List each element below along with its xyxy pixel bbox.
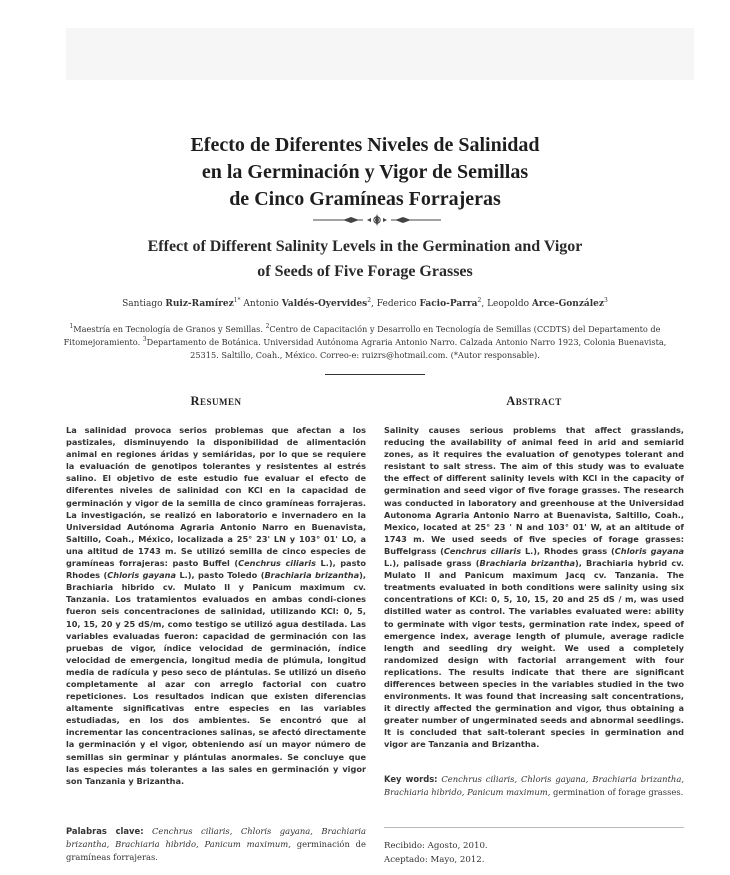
affil-text: Maestría en Tecnología de Granos y Semillas. xyxy=(73,324,266,334)
spanish-title-line: de Cinco Gramíneas Forrajeras xyxy=(229,188,501,210)
abstract-text: Salinity causes serious problems that affect grasslands, reducing the availability of animal feed in arid and semiarid zones, as it requires the evaluation of genotypes tolerant and resistant to salt stress. The aim of this study was to evaluate the effect of different salinity levels with KCl in the capacity of germination and seed vigor of five forage grasses. The research was conducted in laboratory and greenhouse at the Universidad Autonoma Agraria Antonio Narro at Buenavista, Saltillo, Coah., Mexico, located at 25° 23 ' N and 103° 01' W, at an altitude of 1743 m. We used seeds of five species of forage grasses: Buffelgrass ( xyxy=(384,425,684,556)
author-first: Leopoldo xyxy=(487,299,530,309)
abstract-text: L.), Rhodes grass ( xyxy=(521,545,615,556)
species-name: Cenchrus ciliaris xyxy=(443,545,522,556)
abstract-text: ), Brachiaria hybrid cv. Mulato II and Panicum maximum Jacq cv. Tanzania. The treatments evaluated in both conditions were salinity using six concentrations of KCl: 0, 5, 10, 15, 20 and 25 dS / m, was used distilled water as control. The variables evaluated were: ability to germinate with vigor tests, germination rate index, speed of emergence index, average length of plumule, average radicle length and seedling dry weight. We used a completely randomized design with factorial arrangement with four replications. The results indicate that there are significant differences between species in the variables studied in the two environments. It was found that increasing salt concentrations, it directly affected the germination and vigor, thus obtaining a greater number of ungerminated seeds and abnormal seedlings. It is concluded that salt-tolerant species in germination and vigor are Tanzania and Brizantha. xyxy=(384,558,684,750)
resumen-text: ), Brachiaria hibrido cv. Mulato II y Panicum maximum cv. Tanzania. Los tratamientos evaluados en ambas condi-ciones fueron seis concentraciones de salinidad, utilizando KCl: 0, 5, 10, 15, 20 y 25 dS/m, como testigo se utilizó agua destilada. Las variables evaluadas fueron: capacidad de germinación con las pruebas de vigor, índice velocidad de germinación, índice velocidad de emergencia, longitud media de plúmula, longitud media de radícula y peso seco de plántulas. Se utilizó un diseño completamente al azar con arreglo factorial con cuatro repeticiones. Los resultados indican que existen diferencias altamente significativas entre especies en las variables estudiadas, en los dos ambientes. Se encontró que al incrementar las concentraciones salinas, se afectó directamente la germinación y el vigor, obteniendo así un mayor número de semillas sin germinar y plántulas anormales. Se concluye que las especies más tolerantes a las sales en germinación y vigor son Tanzania y Brizantha. xyxy=(66,570,367,786)
keywords-italic: Cenchrus ciliaris, Chloris gayana, Brachiaria brizantha, Brachiaria hibrido, Panicum maximum, xyxy=(66,826,366,849)
keywords-label: Key words: xyxy=(384,774,438,784)
dates-separator xyxy=(384,827,684,828)
species-name: Cenchrus ciliaris xyxy=(238,558,316,569)
affil-text: Departamento de Botánica. Universidad Autónoma Agraria Antonio Narro. Calzada Antonio Narro 1923, Colonia Buenavista, 25315. Saltillo, Coah., México. Correo-e: ruizrs@hotmail.com. (*Autor responsable). xyxy=(146,337,667,361)
accepted-date: Aceptado: Mayo, 2012. xyxy=(384,855,485,865)
title-ornament-icon xyxy=(313,213,441,227)
affil-sup: 2 xyxy=(265,323,270,330)
affil-sup: 3 xyxy=(142,336,147,344)
author-first: Santiago xyxy=(122,299,163,309)
header-band xyxy=(66,28,694,80)
palabras-clave xyxy=(66,825,366,863)
keywords-rest: germination of forage grasses. xyxy=(550,786,684,797)
english-title-line: of Seeds of Five Forage Grasses xyxy=(257,263,473,280)
english-title-line: Effect of Different Salinity Levels in the Germination and Vigor xyxy=(147,238,583,255)
abstract-body xyxy=(384,424,684,751)
author-sup: 1* xyxy=(233,297,241,304)
resumen-heading: Resumen xyxy=(190,394,242,408)
affil-sup: 1 xyxy=(69,323,74,330)
spanish-title-line: en la Germinación y Vigor de Semillas xyxy=(201,161,529,183)
resumen-text: La salinidad provoca serios problemas que afectan a los pastizales, disminuyendo la disponibilidad de alimentación animal en regiones áridas y semiáridas, por lo que se requiere la evaluación de genotipos tolerantes y resistentes al estrés salino. El objetivo de este estudio fue evaluar el efecto de diferentes niveles de salinidad con KCl en la capacidad de germinación y vigor de la semilla de cinco gramíneas forrajeras. La investigación, se realizó en laboratorio e invernadero en la Universidad Autónoma Agraria Antonio Narro en Buenavista, Saltillo, Coah., México, localizada a 25° 23' LN y 103° 01' LO, a una altitud de 1743 m. Se utilizó semilla de cinco especies de gramíneas forrajeras: pasto Buffel ( xyxy=(66,425,366,569)
submission-dates xyxy=(384,839,684,867)
spanish-title-line: Efecto de Diferentes Niveles de Salinidad xyxy=(190,134,540,156)
species-name: Brachiaria brizantha xyxy=(264,570,360,581)
author-sup: 3 xyxy=(604,297,608,304)
abstract-text: L.), palisade grass ( xyxy=(384,558,480,569)
author-list: Santiago Ruiz-Ramírez$^{1*}$ Antonio Valdés-Oyervides$^2$, Federico Facio-Parra$^2$, Leopoldo Arce-González$^3$ xyxy=(122,297,608,309)
received-date: Recibido: Agosto, 2010. xyxy=(384,841,488,851)
species-name: Brachiaria brizantha xyxy=(479,558,575,569)
author-last: Arce-González xyxy=(531,299,605,309)
resumen-body xyxy=(66,424,366,787)
species-name: Chloris gayana xyxy=(614,545,684,556)
author-last: Facio-Parra xyxy=(419,299,478,309)
keywords-rest: germinación de gramíneas forrajeras. xyxy=(66,838,367,862)
resumen-text: L.), pasto Rhodes ( xyxy=(66,558,366,581)
keywords-label: Palabras clave: xyxy=(66,826,144,836)
author-last: Ruiz-Ramírez xyxy=(165,299,234,309)
keywords-italic: Cenchrus ciliaris, Chloris gayana, Brachiaria brizantha, Brachiaria hibrido, Panicum maximum, xyxy=(384,774,684,797)
species-name: Chloris gayana xyxy=(107,570,177,581)
affiliations xyxy=(58,323,672,363)
english-title xyxy=(0,234,730,284)
author-last: Valdés-Oyervides xyxy=(281,299,368,309)
affil-text: Centro de Capacitación y Desarrollo en Tecnología de Semillas (CCDTS) del Departamento de Fitomejoramiento. xyxy=(63,324,661,348)
author-first: Antonio xyxy=(243,299,279,309)
author-sup: 2 xyxy=(367,297,372,304)
spanish-title xyxy=(0,132,730,213)
resumen-text: L.), pasto Toledo ( xyxy=(176,570,265,581)
author-sup: 2 xyxy=(477,297,482,304)
key-words xyxy=(384,773,684,799)
abstract-heading: Abstract xyxy=(506,394,562,408)
author-first: Federico xyxy=(376,299,417,309)
separator-rule xyxy=(325,374,425,375)
